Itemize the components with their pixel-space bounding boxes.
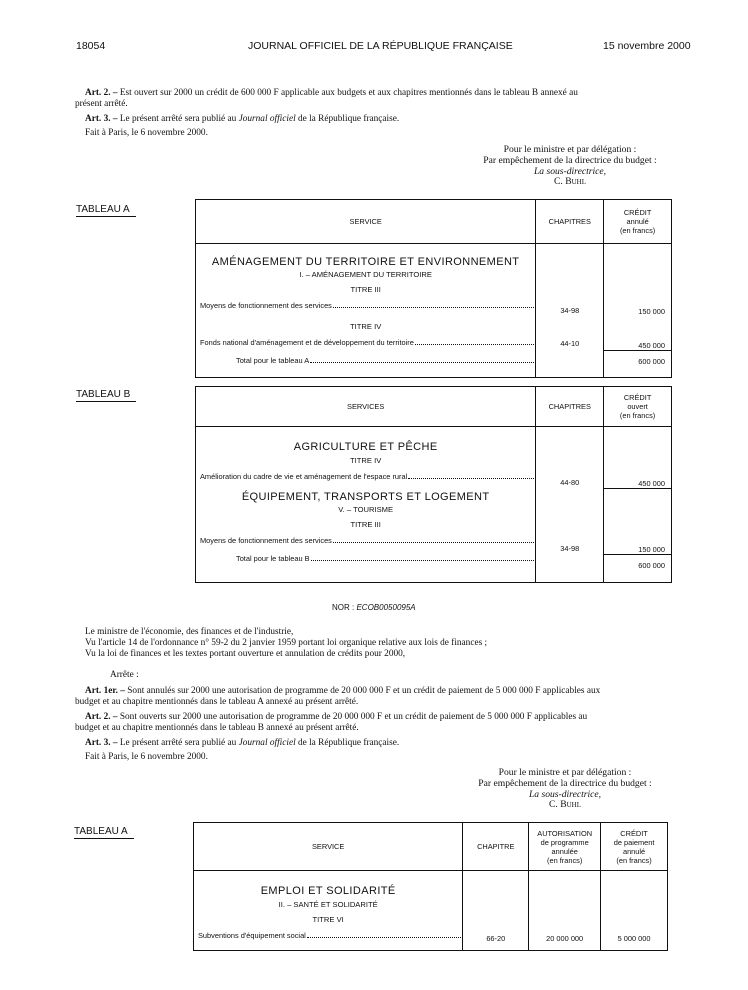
col-header-credit [604,387,672,427]
article-3 [85,114,399,125]
total-label: Total pour le tableau B [236,554,310,563]
table-row [196,301,535,310]
table-b1 [195,386,672,583]
col-header-ap-l2: de programme [540,837,589,847]
article-2 [75,88,685,109]
amount: 20 000 000 [546,934,584,943]
signature-block [455,768,675,811]
chapitre-cell [536,427,604,583]
article-label: Art. 2. – [85,712,118,722]
total-amount: 600 000 [638,357,665,366]
nor-code: ECOB0050095A [356,603,416,612]
signatory-name: C. Buhl [549,799,581,811]
nor-reference [332,603,416,612]
intro-line: Vu l'article 14 de l'ordonnance n° 59-2 du 2 janvier 1959 portant loi organique relative aux lois de finances ; [85,638,488,648]
ap-cell [529,871,601,951]
table-row [194,931,462,940]
chapter-code: 44-80 [560,478,580,487]
row-label: Moyens de fonctionnement des services [200,301,332,310]
col-header-chapitre: CHAPITRE [463,823,529,871]
article-text: Sont ouverts sur 2000 une autorisation de programme de 20 000 000 F et un crédit de paiement de 5 000 000 F applicables au [119,712,588,722]
col-header-chapitres: CHAPITRES [536,200,604,244]
sig-line: Pour le ministre et par délégation : [503,144,637,155]
col-header-credit-l1: CRÉDIT [623,393,652,402]
amount: 450 000 [604,479,671,489]
header-date: 15 novembre 2000 [603,40,691,52]
amount-cell [604,427,672,583]
total-row [196,356,535,365]
article-text: Sont annulés sur 2000 une autorisation de programme de 20 000 000 F et un crédit de paiement de 5 000 000 F applicables aux [127,686,601,696]
amount: 5 000 000 [617,934,651,943]
table-a1 [195,199,672,378]
col-header-ap-l3: annulée [551,846,578,856]
col-header-chapitres: CHAPITRES [536,387,604,427]
subsection-heading: V. – TOURISME [338,505,394,514]
table-label: TABLEAU B [76,389,136,402]
subsection-heading: I. – AMÉNAGEMENT DU TERRITOIRE [299,270,432,279]
article-text: de la République française. [298,738,400,748]
article-label: Art. 2. – [85,88,118,98]
service-cell [194,871,463,951]
intro-line: Vu la loi de finances et les textes portant ouverture et annulation de crédits pour 2000, [85,649,406,659]
col-header-service: SERVICE [196,200,536,244]
titre-heading: TITRE IV [350,322,382,331]
page-number: 18054 [76,40,106,52]
nor-label: NOR : [332,603,355,612]
done-at: Fait à Paris, le 6 novembre 2000. [85,752,208,762]
chapter-code: 66-20 [486,934,506,943]
section-heading: ÉQUIPEMENT, TRANSPORTS ET LOGEMENT [241,491,490,503]
col-header-service: SERVICES [196,387,536,427]
article-label: Art. 3. – [85,738,118,748]
titre-heading: TITRE III [350,520,381,529]
article-text: Le présent arrêté sera publié au [119,738,237,748]
col-header-service: SERVICE [194,823,463,871]
article-1 [75,686,685,707]
section-heading: AMÉNAGEMENT DU TERRITOIRE ET ENVIRONNEMENT [211,256,520,268]
article-3 [85,738,399,749]
article-text: budget et au chapitre mentionnés dans le tableau A annexé au présent arrêté. [75,696,359,707]
table-label: TABLEAU A [76,204,136,217]
total-label: Total pour le tableau A [236,356,310,365]
chapitre-cell [463,871,529,951]
article-text: présent arrêté. [75,98,128,109]
amount: 450 000 [604,341,671,351]
chapter-code: 44-10 [560,339,580,348]
col-header-cp-l3: annulé [622,846,646,856]
intro-line: Le ministre de l'économie, des finances et de l'industrie, [85,627,294,637]
col-header-credit-l1: CRÉDIT [623,208,652,217]
row-label: Amélioration du cadre de vie et aménagement de l'espace rural [200,472,408,481]
sig-line: La sous-directrice, [533,165,607,177]
total-amount: 600 000 [638,561,665,570]
article-2 [75,712,685,733]
journal-name: Journal officiel [238,738,296,748]
cp-cell [601,871,668,951]
article-text: Le présent arrêté sera publié au [119,114,237,124]
sig-line: La sous-directrice, [528,788,602,800]
titre-heading: TITRE VI [312,915,344,924]
titre-heading: TITRE III [350,285,381,294]
sig-line: Par empêchement de la directrice du budget : [483,154,657,166]
amount: 150 000 [638,307,665,316]
chapter-code: 34-98 [560,544,580,553]
col-header-cp-l1: CRÉDIT [620,828,648,838]
row-label: Moyens de fonctionnement des services [200,536,332,545]
col-header-autorisation [529,823,601,871]
sig-line: Par empêchement de la directrice du budget : [478,777,652,789]
col-header-credit-l2: annulé [626,217,649,226]
col-header-credit-paiement [601,823,668,871]
amount-cell [604,244,672,378]
table-row [196,472,535,481]
article-text: Est ouvert sur 2000 un crédit de 600 000 F applicable aux budgets et aux chapitres mentionnés dans le tableau B annexé au [119,88,578,98]
col-header-cp-l4: (en francs) [616,855,652,865]
section-heading: EMPLOI ET SOLIDARITÉ [260,885,396,897]
total-row [196,554,535,563]
arrete-heading: Arrête : [110,670,139,680]
col-header-credit-l3: (en francs) [619,411,656,420]
section-heading: AGRICULTURE ET PÊCHE [293,441,438,453]
table-row [196,536,535,545]
done-at: Fait à Paris, le 6 novembre 2000. [85,128,208,138]
titre-heading: TITRE IV [350,456,382,465]
sig-line: Pour le ministre et par délégation : [498,767,632,778]
col-header-credit-l3: (en francs) [619,226,656,235]
row-label: Fonds national d'aménagement et de développement du territoire [200,338,414,347]
chapitre-cell [536,244,604,378]
signature-block [460,145,680,188]
article-text: de la République française. [298,114,400,124]
col-header-credit [604,200,672,244]
service-cell [196,244,536,378]
col-header-credit-l2: ouvert [627,402,648,411]
table-label: TABLEAU A [74,826,134,839]
subsection-heading: II. – SANTÉ ET SOLIDARITÉ [278,900,378,909]
article-label: Art. 3. – [85,114,118,124]
article-label: Art. 1er. – [85,686,125,696]
article-text: budget et au chapitre mentionnés dans le tableau B annexé au présent arrêté. [75,722,359,733]
journal-name: Journal officiel [238,114,296,124]
table-row [196,338,535,347]
service-cell [196,427,536,583]
col-header-cp-l2: de paiement [613,837,655,847]
col-header-ap-l1: AUTORISATION [537,828,593,838]
journal-title: JOURNAL OFFICIEL DE LA RÉPUBLIQUE FRANÇAISE [248,40,513,52]
table-a2 [193,822,668,951]
chapter-code: 34-98 [560,306,580,315]
col-header-ap-l4: (en francs) [547,855,583,865]
signatory-name: C. Buhl [554,176,586,188]
amount: 150 000 [604,545,671,555]
row-label: Subventions d'équipement social [198,931,306,940]
